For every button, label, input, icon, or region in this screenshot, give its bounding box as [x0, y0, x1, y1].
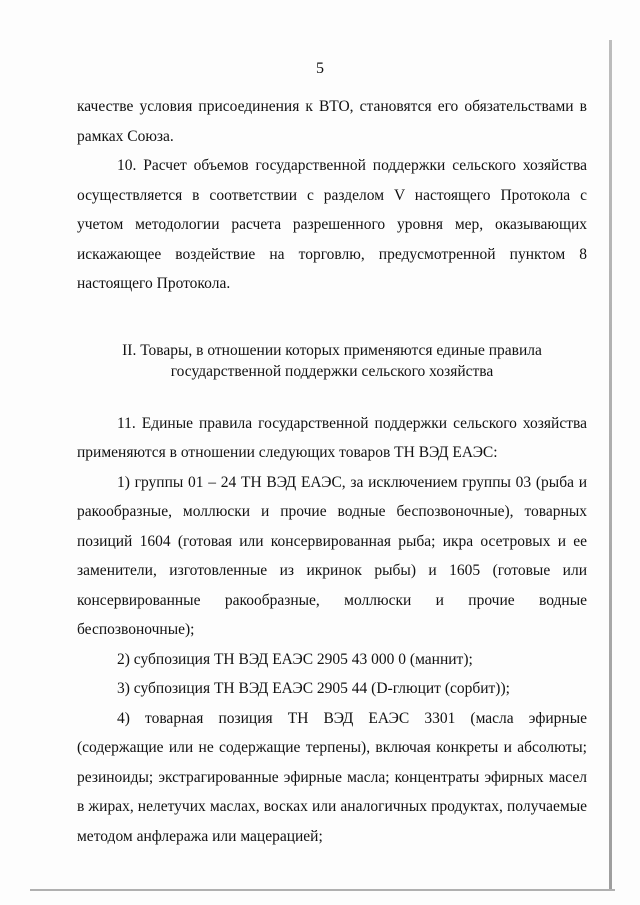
- section-heading-line-2: государственной поддержки сельского хозяйства: [170, 362, 494, 380]
- section-heading-line-1: II. Товары, в отношении которых применяются единые правила: [122, 341, 542, 359]
- section-heading: [77, 340, 587, 382]
- paragraph-11: 11. Единые правила государственной поддержки сельского хозяйства применяются в отношении следующих товаров ТН ВЭД ЕАЭС:: [77, 414, 587, 461]
- page-edge-right: [609, 40, 612, 890]
- page-edge-bottom: [30, 889, 615, 891]
- paragraph-10: 10. Расчет объемов государственной поддержки сельского хозяйства осуществляется в соответствии с разделом V настоящего Протокола с учетом методологии расчета разрешенного уровня мер, оказывающих искажающее воздействие на торговлю, предусмотренной пунктом 8 настоящего Протокола.: [77, 157, 587, 292]
- list-item-1: 1) группы 01 – 24 ТН ВЭД ЕАЭС, за исключением группы 03 (рыба и ракообразные, моллюски и прочие водные беспозвоночные), товарных позиций 1604 (готовая или консервированная рыба; икра осетровых и ее заменители, изготовленные из икринок рыбы) и 1605 (готовые или консервированные ракообразные, моллюски и прочие водные беспозвоночные);: [77, 473, 587, 638]
- page-number: 5: [316, 60, 324, 77]
- list-item-2: 2) субпозиция ТН ВЭД ЕАЭС 2905 43 000 0 (маннит);: [117, 650, 473, 668]
- list-item-3: 3) субпозиция ТН ВЭД ЕАЭС 2905 44 (D-глюцит (сорбит));: [117, 680, 510, 697]
- list-item-4: 4) товарная позиция ТН ВЭД ЕАЭС 3301 (масла эфирные (содержащие или не содержащие терпены), включая конкреты и абсолюты; резиноиды; экстрагированные эфирные масла; концентраты эфирных масел в жирах, нелетучих маслах, восках или аналогичных продуктах, получаемые методом анфлеража или мацерацией;: [77, 709, 587, 845]
- paragraph-continuation: качестве условия присоединения к ВТО, становятся его обязательствами в рамках Союза.: [77, 98, 587, 145]
- document-body: [77, 92, 587, 851]
